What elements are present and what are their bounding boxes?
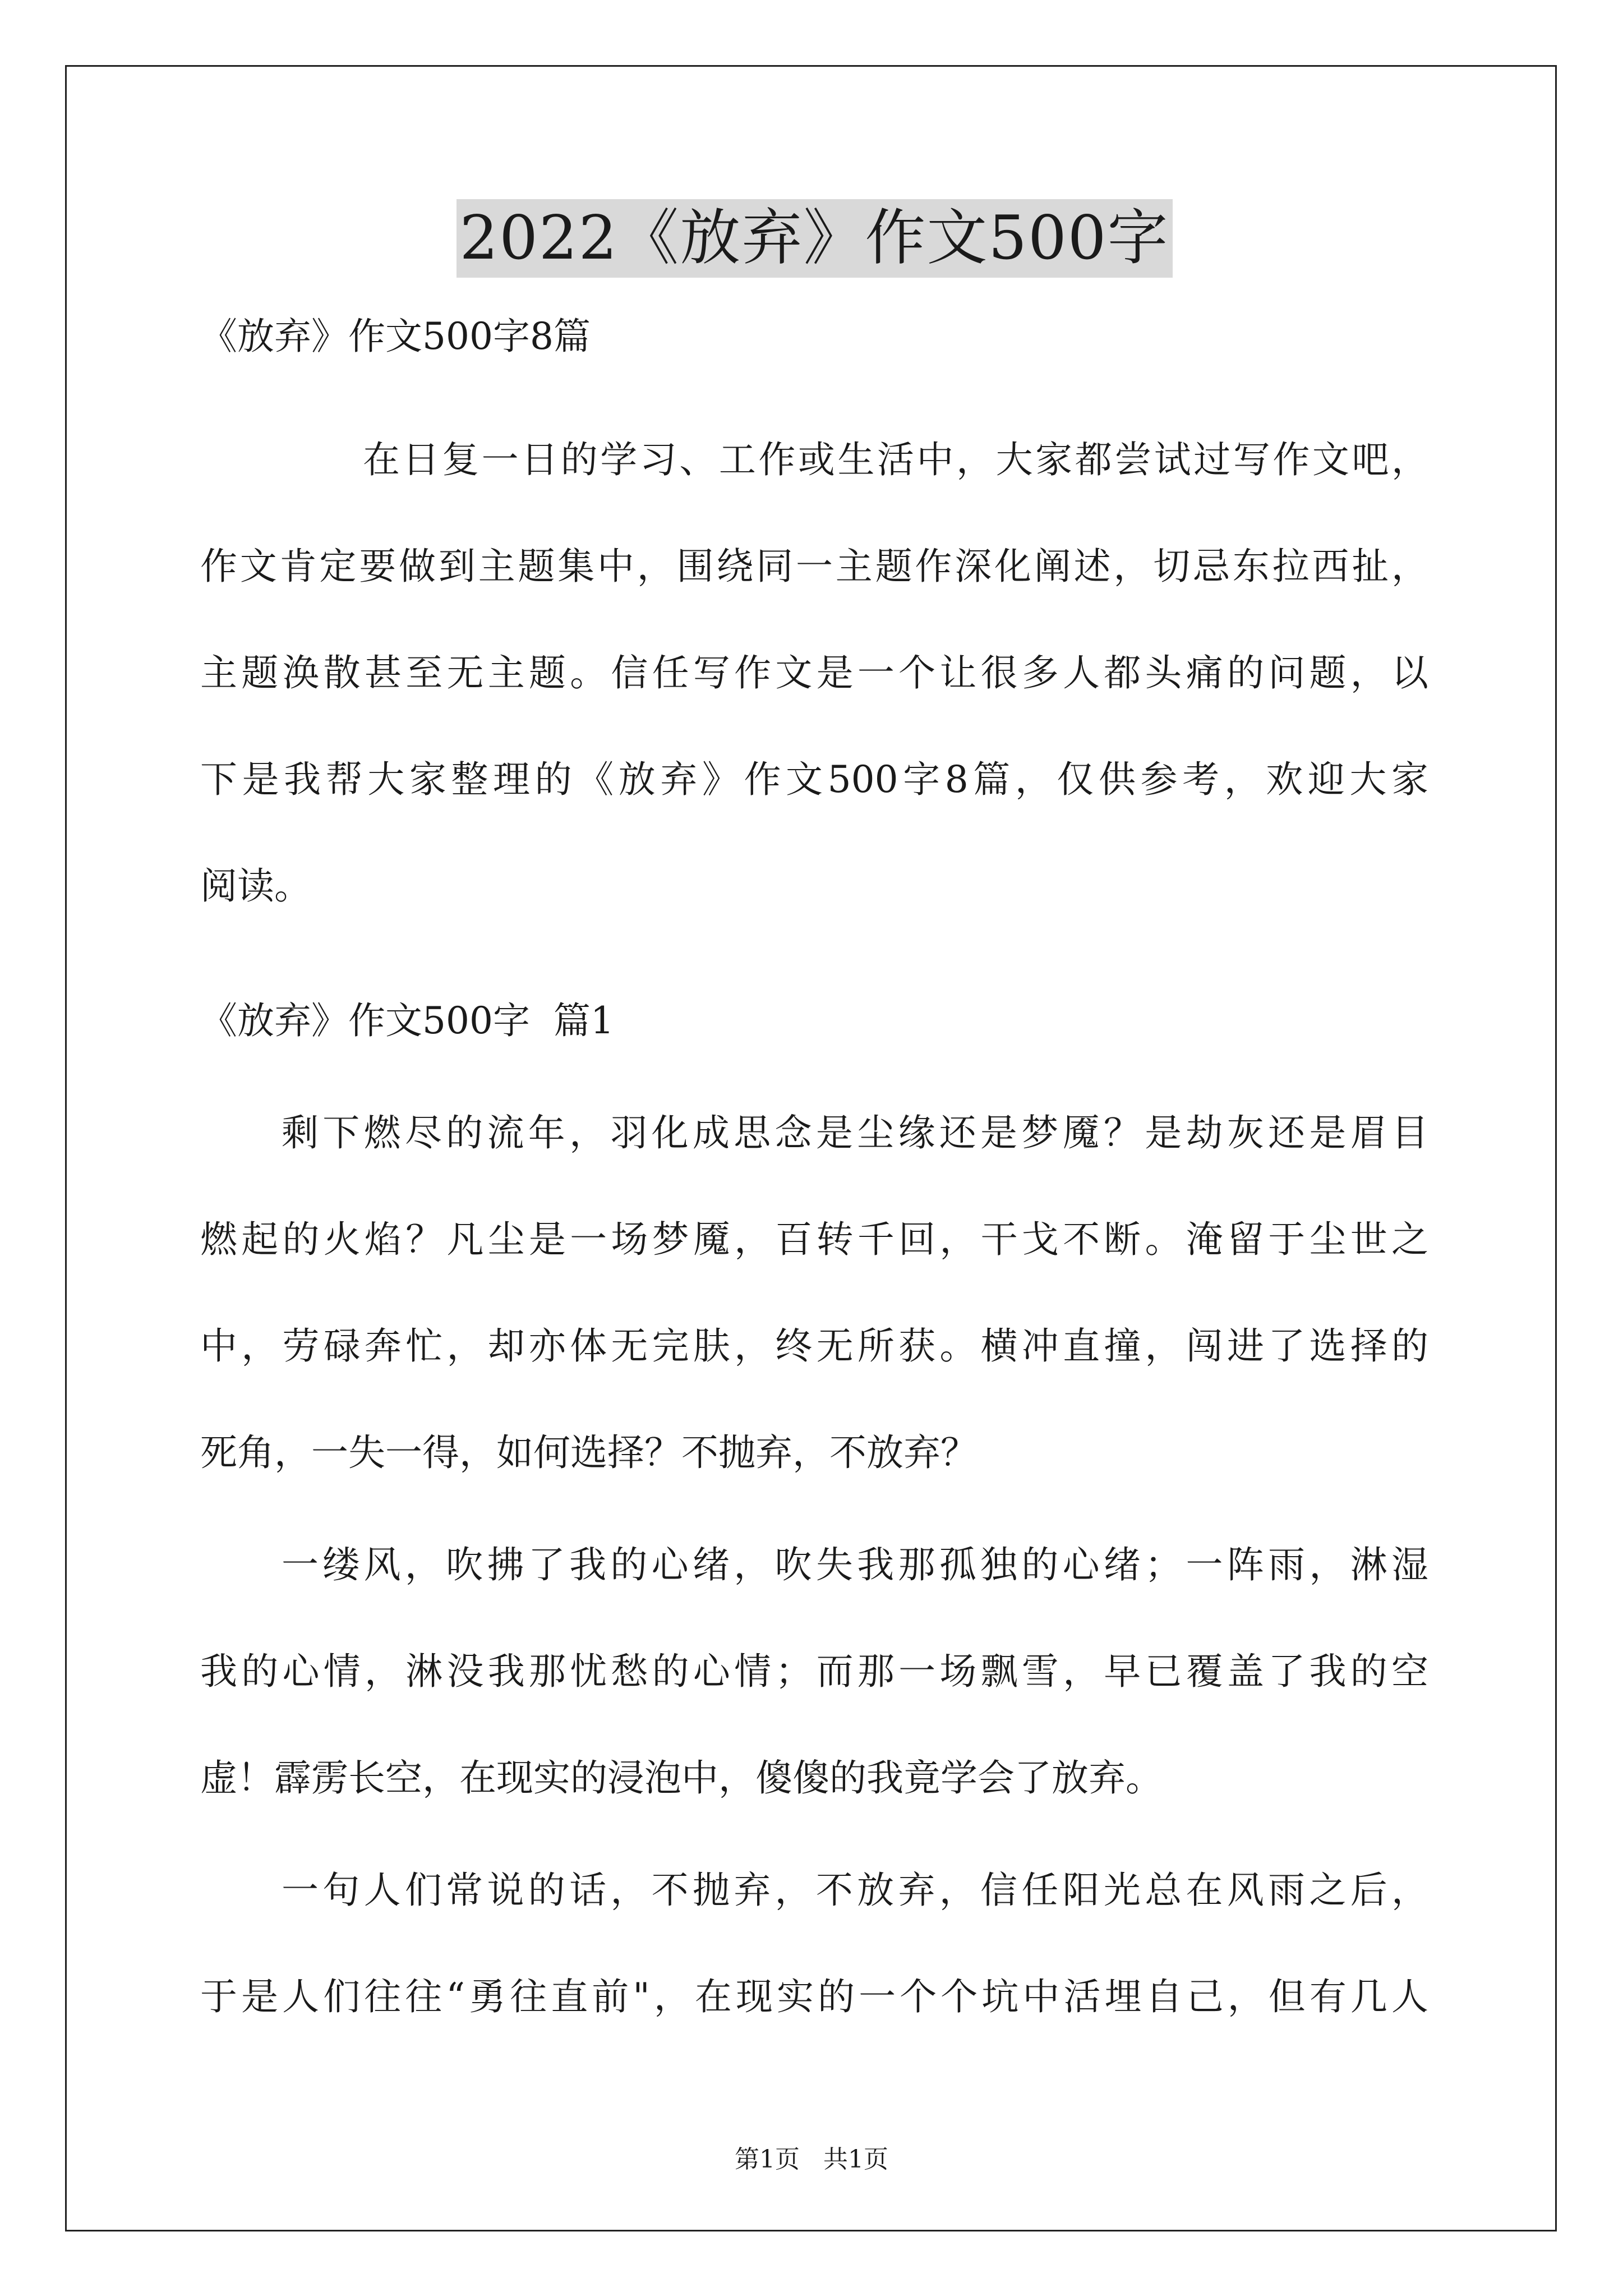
para1-line-2: 燃起的火焰？凡尘是一场梦魇，百转千回，干戈不断。淹留于尘世之: [200, 1218, 1428, 1261]
section-heading: 《放弃》作文500字 篇1: [200, 999, 614, 1042]
para2-line-2: 我的心情，淋没我那忧愁的心情；而那一场飘雪，早已覆盖了我的空: [200, 1650, 1428, 1693]
document-subtitle: 《放弃》作文500字8篇: [200, 315, 591, 358]
para2-line-1: 一缕风，吹拂了我的心绪，吹失我那孤独的心绪；一阵雨，淋湿: [282, 1543, 1428, 1586]
document-title: 2022《放弃》作文500字: [457, 199, 1173, 278]
para1-line-1: 剩下燃尽的流年，羽化成思念是尘缘还是梦魇？是劫灰还是眉目: [282, 1111, 1428, 1154]
intro-line-3: 主题涣散甚至无主题。信任写作文是一个让很多人都头痛的问题，以: [200, 651, 1428, 694]
title-wrap: [200, 199, 1428, 278]
para2-line-3: 虚！霹雳长空，在现实的浸泡中，傻傻的我竟学会了放弃。: [200, 1756, 1163, 1800]
intro-line-5: 阅读。: [200, 864, 311, 908]
para1-line-3: 中，劳碌奔忙，却亦体无完肤，终无所获。横冲直撞，闯进了选择的: [200, 1324, 1428, 1368]
para3-line-2: 于是人们往往“勇往直前"，在现实的一个个坑中活埋自己，但有几人: [200, 1975, 1428, 2018]
intro-line-1: 在日复一日的学习、工作或生活中，大家都尝试过写作文吧，: [363, 438, 1428, 481]
para1-line-4: 死角，一失一得，如何选择？不抛弃，不放弃？: [200, 1431, 978, 1474]
page-footer: 第1页 共1页: [735, 2145, 888, 2174]
intro-line-4: 下是我帮大家整理的《放弃》作文500字8篇，仅供参考，欢迎大家: [200, 758, 1428, 801]
para3-line-1: 一句人们常说的话，不抛弃，不放弃，信任阳光总在风雨之后，: [282, 1869, 1428, 1912]
intro-line-2: 作文肯定要做到主题集中，围绕同一主题作深化阐述，切忌东拉西扯，: [200, 545, 1428, 588]
